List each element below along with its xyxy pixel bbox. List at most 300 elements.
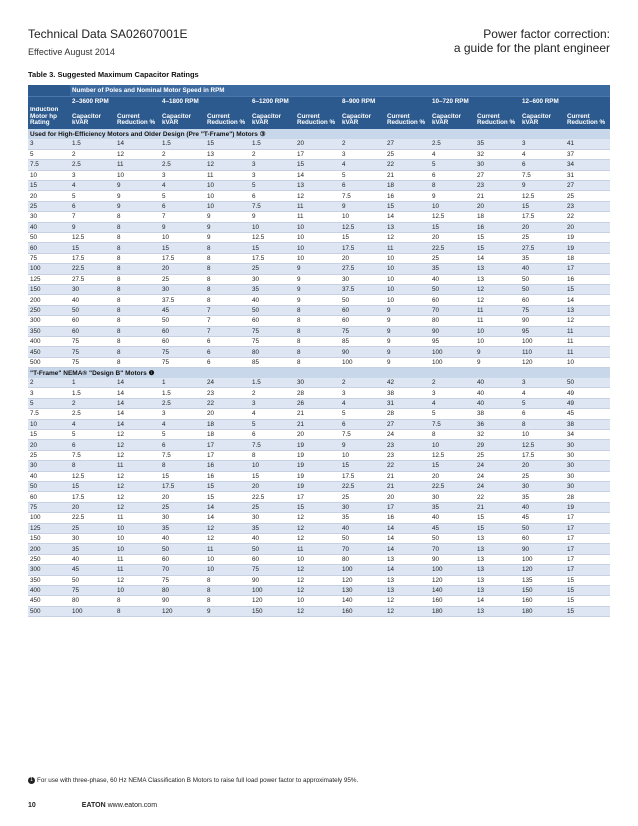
- kvar-cell: 50: [70, 575, 115, 585]
- reduction-cell: 12: [115, 430, 160, 440]
- kvar-cell: 10: [430, 201, 475, 211]
- reduction-cell: 8: [115, 243, 160, 253]
- kvar-cell: 17.5: [70, 492, 115, 502]
- footnote-text: For use with three-phase, 60 Hz NEMA Classification B Motors to raise full load power factor to approximately 95%.: [37, 777, 359, 785]
- kvar-cell: 120: [520, 565, 565, 575]
- reduction-cell: 41: [565, 139, 610, 149]
- table-row: [28, 575, 610, 585]
- kvar-cell: 6: [250, 191, 295, 201]
- section-title: Used for High-Efficiency Motors and Older Design (Pre "T-Frame") Motors ③: [28, 129, 610, 139]
- kvar-cell: 12.5: [70, 233, 115, 243]
- kvar-cell: 15: [340, 233, 385, 243]
- kvar-cell: 8: [430, 430, 475, 440]
- kvar-cell: 75: [70, 357, 115, 367]
- kvar-cell: 45: [520, 513, 565, 523]
- kvar-cell: 5: [340, 409, 385, 419]
- kvar-cell: 6: [70, 201, 115, 211]
- reduction-cell: 12: [295, 606, 340, 616]
- kvar-cell: 40: [520, 264, 565, 274]
- kvar-cell: 35: [430, 264, 475, 274]
- reduction-cell: 8: [205, 243, 250, 253]
- reduction-cell: 12: [475, 284, 520, 294]
- reduction-cell: 25: [385, 149, 430, 159]
- reduction-cell: 9: [205, 212, 250, 222]
- reduction-cell: 11: [295, 544, 340, 554]
- guide-title: [454, 27, 610, 55]
- reduction-cell: 6: [205, 336, 250, 346]
- reduction-cell: 14: [385, 544, 430, 554]
- reduction-cell: 14: [115, 419, 160, 429]
- kvar-cell: 85: [340, 336, 385, 346]
- kvar-cell: 15: [160, 243, 205, 253]
- kvar-cell: 10: [250, 222, 295, 232]
- reduction-cell: 8: [205, 284, 250, 294]
- kvar-cell: 7.5: [160, 450, 205, 460]
- table-row: [28, 471, 610, 481]
- reduction-cell: 14: [385, 533, 430, 543]
- table-row: [28, 419, 610, 429]
- reduction-cell: 15: [475, 243, 520, 253]
- reduction-cell: 10: [115, 585, 160, 595]
- kvar-cell: 27.5: [340, 264, 385, 274]
- kvar-cell: 6: [430, 170, 475, 180]
- kvar-cell: 6: [340, 419, 385, 429]
- kvar-cell: 15: [520, 201, 565, 211]
- kvar-cell: 110: [520, 347, 565, 357]
- kvar-cell: 9: [70, 222, 115, 232]
- reduction-cell: 11: [475, 305, 520, 315]
- speed-header: 6–1200 RPM: [250, 96, 340, 107]
- reduction-cell: 18: [205, 419, 250, 429]
- kvar-cell: 7.5: [250, 201, 295, 211]
- reduction-cell: 15: [295, 160, 340, 170]
- kvar-cell: 5: [430, 160, 475, 170]
- hp-cell: 2: [28, 378, 70, 388]
- kvar-cell: 40: [250, 295, 295, 305]
- kvar-cell: 160: [340, 606, 385, 616]
- reduction-cell: 27: [565, 181, 610, 191]
- reduction-cell: 14: [115, 409, 160, 419]
- table-row: [28, 513, 610, 523]
- reduction-cell: 20: [205, 409, 250, 419]
- reduction-cell: 38: [565, 419, 610, 429]
- current-reduction-header: Current Reduction %: [115, 107, 160, 129]
- kvar-cell: 50: [340, 295, 385, 305]
- table-row: [28, 585, 610, 595]
- capacitor-ratings-table: [28, 85, 610, 617]
- kvar-cell: 22.5: [430, 243, 475, 253]
- kvar-cell: 5: [160, 191, 205, 201]
- reduction-cell: 8: [115, 222, 160, 232]
- hp-cell: 15: [28, 181, 70, 191]
- hp-cell: 60: [28, 492, 70, 502]
- reduction-cell: 8: [115, 357, 160, 367]
- table-group-header-row: [28, 85, 610, 96]
- kvar-cell: 20: [430, 471, 475, 481]
- kvar-cell: 37.5: [160, 295, 205, 305]
- brand-name: EATON: [81, 802, 106, 809]
- hp-cell: 500: [28, 606, 70, 616]
- kvar-cell: 3: [520, 378, 565, 388]
- kvar-cell: 5: [70, 430, 115, 440]
- kvar-cell: 9: [430, 191, 475, 201]
- reduction-cell: 12: [295, 191, 340, 201]
- reduction-cell: 17: [565, 533, 610, 543]
- effective-date: Effective August 2014: [28, 47, 115, 57]
- reduction-cell: 16: [385, 191, 430, 201]
- kvar-cell: 90: [340, 347, 385, 357]
- reduction-cell: 9: [295, 295, 340, 305]
- table-row: [28, 388, 610, 398]
- reduction-cell: 38: [475, 409, 520, 419]
- kvar-cell: 4: [250, 409, 295, 419]
- reduction-cell: 12: [295, 565, 340, 575]
- kvar-cell: 130: [340, 585, 385, 595]
- reduction-cell: 20: [295, 139, 340, 149]
- kvar-cell: 25: [340, 492, 385, 502]
- reduction-cell: 23: [385, 450, 430, 460]
- kvar-cell: 5: [70, 191, 115, 201]
- reduction-cell: 23: [565, 201, 610, 211]
- table-row: [28, 284, 610, 294]
- kvar-cell: 15: [340, 461, 385, 471]
- kvar-cell: 4: [160, 181, 205, 191]
- reduction-cell: 12: [295, 585, 340, 595]
- table-row: [28, 347, 610, 357]
- reduction-cell: 23: [475, 181, 520, 191]
- reduction-cell: 8: [115, 316, 160, 326]
- hp-cell: 25: [28, 450, 70, 460]
- kvar-cell: 75: [70, 585, 115, 595]
- hp-cell: 30: [28, 461, 70, 471]
- reduction-cell: 12: [115, 482, 160, 492]
- kvar-cell: 15: [70, 243, 115, 253]
- reduction-cell: 10: [115, 523, 160, 533]
- reduction-cell: 12: [115, 450, 160, 460]
- table-row: [28, 253, 610, 263]
- table-row: [28, 430, 610, 440]
- reduction-cell: 27: [385, 139, 430, 149]
- current-reduction-header: Current Reduction %: [385, 107, 430, 129]
- kvar-cell: 90: [430, 326, 475, 336]
- kvar-cell: 35: [160, 523, 205, 533]
- document-header: [28, 27, 187, 57]
- reduction-cell: 10: [205, 191, 250, 201]
- hp-cell: 60: [28, 243, 70, 253]
- table-row: [28, 274, 610, 284]
- kvar-cell: 22.5: [70, 264, 115, 274]
- reduction-cell: 22: [385, 461, 430, 471]
- reduction-cell: 19: [295, 450, 340, 460]
- reduction-cell: 49: [565, 388, 610, 398]
- hp-cell: 5: [28, 398, 70, 408]
- kvar-cell: 2: [340, 139, 385, 149]
- reduction-cell: 14: [475, 253, 520, 263]
- table-row: [28, 316, 610, 326]
- kvar-cell: 30: [340, 274, 385, 284]
- reduction-cell: 21: [295, 409, 340, 419]
- kvar-cell: 10: [520, 430, 565, 440]
- kvar-cell: 5: [430, 409, 475, 419]
- kvar-cell: 3: [70, 170, 115, 180]
- kvar-cell: 120: [160, 606, 205, 616]
- reduction-cell: 19: [295, 440, 340, 450]
- table-row: [28, 149, 610, 159]
- kvar-cell: 7: [70, 212, 115, 222]
- reduction-cell: 40: [475, 378, 520, 388]
- kvar-cell: 3: [340, 388, 385, 398]
- kvar-cell: 4: [520, 149, 565, 159]
- kvar-cell: 6: [520, 160, 565, 170]
- reduction-cell: 13: [205, 149, 250, 159]
- reduction-cell: 20: [385, 492, 430, 502]
- kvar-cell: 30: [340, 502, 385, 512]
- reduction-cell: 10: [295, 233, 340, 243]
- kvar-cell: 20: [520, 461, 565, 471]
- reduction-cell: 12: [565, 316, 610, 326]
- kvar-cell: 1.5: [160, 139, 205, 149]
- reduction-cell: 13: [475, 533, 520, 543]
- hp-cell: 450: [28, 347, 70, 357]
- guide-title-line1: Power factor correction:: [483, 27, 610, 41]
- speed-header-row: [28, 96, 610, 107]
- reduction-cell: 21: [385, 482, 430, 492]
- kvar-cell: 25: [520, 233, 565, 243]
- kvar-cell: 60: [430, 295, 475, 305]
- kvar-cell: 150: [520, 585, 565, 595]
- kvar-cell: 9: [520, 181, 565, 191]
- reduction-cell: 11: [205, 170, 250, 180]
- reduction-cell: 22: [385, 160, 430, 170]
- kvar-cell: 40: [430, 274, 475, 284]
- reduction-cell: 24: [475, 482, 520, 492]
- reduction-cell: 24: [475, 471, 520, 481]
- reduction-cell: 36: [475, 419, 520, 429]
- kvar-cell: 75: [70, 336, 115, 346]
- kvar-cell: 3: [160, 170, 205, 180]
- kvar-cell: 9: [340, 201, 385, 211]
- section-header-row: [28, 129, 610, 139]
- reduction-cell: 13: [385, 585, 430, 595]
- reduction-cell: 16: [385, 513, 430, 523]
- speed-header: 8–900 RPM: [340, 96, 430, 107]
- kvar-cell: 2: [70, 149, 115, 159]
- hp-cell: 50: [28, 233, 70, 243]
- kvar-cell: 15: [70, 482, 115, 492]
- reduction-cell: 7: [205, 326, 250, 336]
- current-reduction-header: Current Reduction %: [565, 107, 610, 129]
- kvar-cell: 35: [430, 502, 475, 512]
- reduction-cell: 17: [295, 492, 340, 502]
- reduction-cell: 12: [115, 502, 160, 512]
- kvar-cell: 8: [70, 461, 115, 471]
- kvar-cell: 6: [250, 430, 295, 440]
- reduction-cell: 15: [565, 585, 610, 595]
- reduction-cell: 10: [475, 336, 520, 346]
- reduction-cell: 14: [205, 513, 250, 523]
- kvar-cell: 40: [70, 554, 115, 564]
- reduction-cell: 12: [295, 575, 340, 585]
- reduction-cell: 17: [295, 149, 340, 159]
- reduction-cell: 17: [565, 513, 610, 523]
- group-header: Number of Poles and Nominal Motor Speed in RPM: [70, 85, 610, 96]
- reduction-cell: 15: [565, 575, 610, 585]
- reduction-cell: 12: [475, 295, 520, 305]
- reduction-cell: 8: [115, 347, 160, 357]
- reduction-cell: 12: [115, 575, 160, 585]
- kvar-cell: 60: [250, 554, 295, 564]
- hp-cell: 15: [28, 430, 70, 440]
- kvar-cell: 30: [430, 492, 475, 502]
- speed-header: 4–1800 RPM: [160, 96, 250, 107]
- kvar-cell: 180: [430, 606, 475, 616]
- kvar-cell: 40: [250, 533, 295, 543]
- hp-cell: 300: [28, 316, 70, 326]
- kvar-cell: 80: [70, 596, 115, 606]
- kvar-cell: 17.5: [160, 482, 205, 492]
- table-row: [28, 243, 610, 253]
- kvar-cell: 40: [520, 502, 565, 512]
- reduction-cell: 19: [565, 233, 610, 243]
- kvar-cell: 12.5: [430, 450, 475, 460]
- kvar-cell: 2: [340, 378, 385, 388]
- reduction-cell: 8: [295, 316, 340, 326]
- kvar-cell: 100: [70, 606, 115, 616]
- kvar-cell: 40: [160, 533, 205, 543]
- reduction-cell: 10: [115, 533, 160, 543]
- table-row: [28, 502, 610, 512]
- kvar-cell: 6: [70, 440, 115, 450]
- hp-cell: 200: [28, 295, 70, 305]
- hp-cell: 100: [28, 264, 70, 274]
- reduction-cell: 10: [565, 357, 610, 367]
- kvar-cell: 10: [340, 450, 385, 460]
- kvar-cell: 90: [250, 575, 295, 585]
- kvar-cell: 90: [520, 544, 565, 554]
- guide-title-line2: a guide for the plant engineer: [453, 41, 610, 55]
- reduction-cell: 8: [115, 336, 160, 346]
- kvar-cell: 100: [430, 565, 475, 575]
- reduction-cell: 38: [385, 388, 430, 398]
- current-reduction-header: Current Reduction %: [475, 107, 520, 129]
- reduction-cell: 15: [205, 482, 250, 492]
- kvar-cell: 60: [70, 326, 115, 336]
- reduction-cell: 12: [385, 596, 430, 606]
- kvar-cell: 12.5: [250, 233, 295, 243]
- kvar-cell: 50: [70, 305, 115, 315]
- kvar-cell: 6: [340, 181, 385, 191]
- kvar-cell: 150: [250, 606, 295, 616]
- kvar-cell: 9: [250, 212, 295, 222]
- hp-cell: 100: [28, 513, 70, 523]
- kvar-cell: 120: [250, 596, 295, 606]
- kvar-cell: 25: [160, 274, 205, 284]
- kvar-cell: 40: [430, 513, 475, 523]
- reduction-cell: 12: [295, 523, 340, 533]
- kvar-cell: 17.5: [340, 471, 385, 481]
- reduction-cell: 10: [205, 554, 250, 564]
- kvar-cell: 6: [160, 201, 205, 211]
- kvar-cell: 4: [340, 398, 385, 408]
- reduction-cell: 8: [115, 274, 160, 284]
- kvar-cell: 7.5: [430, 419, 475, 429]
- reduction-cell: 14: [205, 502, 250, 512]
- hp-cell: 3: [28, 139, 70, 149]
- capacitor-kvar-header: Capacitor kVAR: [70, 107, 115, 129]
- kvar-cell: 50: [340, 533, 385, 543]
- hp-cell: 350: [28, 575, 70, 585]
- kvar-cell: 90: [160, 596, 205, 606]
- reduction-cell: 10: [115, 544, 160, 554]
- current-reduction-header: Current Reduction %: [295, 107, 340, 129]
- kvar-cell: 7.5: [70, 450, 115, 460]
- reduction-cell: 8: [115, 606, 160, 616]
- reduction-cell: 8: [295, 357, 340, 367]
- reduction-cell: 18: [385, 181, 430, 191]
- kvar-cell: 45: [70, 565, 115, 575]
- reduction-cell: 10: [475, 326, 520, 336]
- kvar-cell: 3: [160, 409, 205, 419]
- current-reduction-header: Current Reduction %: [205, 107, 250, 129]
- reduction-cell: 8: [115, 596, 160, 606]
- kvar-cell: 2.5: [160, 160, 205, 170]
- kvar-cell: 70: [340, 544, 385, 554]
- reduction-cell: 28: [565, 492, 610, 502]
- reduction-cell: 13: [565, 305, 610, 315]
- kvar-cell: 27.5: [520, 243, 565, 253]
- reduction-cell: 10: [295, 222, 340, 232]
- reduction-cell: 14: [115, 378, 160, 388]
- table-row: [28, 554, 610, 564]
- capacitor-kvar-header: Capacitor kVAR: [520, 107, 565, 129]
- reduction-cell: 8: [205, 253, 250, 263]
- reduction-cell: 19: [565, 502, 610, 512]
- reduction-cell: 9: [475, 347, 520, 357]
- hp-cell: 3: [28, 388, 70, 398]
- kvar-cell: 50: [250, 544, 295, 554]
- reduction-cell: 8: [295, 336, 340, 346]
- table-row: [28, 170, 610, 180]
- kvar-cell: 80: [160, 585, 205, 595]
- reduction-cell: 14: [115, 388, 160, 398]
- section-header-row: [28, 368, 610, 378]
- kvar-cell: 50: [160, 316, 205, 326]
- reduction-cell: 19: [565, 243, 610, 253]
- kvar-cell: 30: [160, 284, 205, 294]
- kvar-cell: 8: [250, 450, 295, 460]
- reduction-cell: 12: [115, 149, 160, 159]
- reduction-cell: 17: [565, 264, 610, 274]
- kvar-cell: 90: [520, 316, 565, 326]
- reduction-cell: 9: [295, 264, 340, 274]
- hp-cell: 150: [28, 533, 70, 543]
- table-row: [28, 212, 610, 222]
- kvar-cell: 2.5: [430, 139, 475, 149]
- reduction-cell: 29: [475, 440, 520, 450]
- kvar-cell: 100: [340, 357, 385, 367]
- reduction-cell: 14: [385, 212, 430, 222]
- footnote-marker-icon: 1: [28, 777, 35, 784]
- kvar-cell: 1.5: [250, 139, 295, 149]
- kvar-cell: 15: [250, 243, 295, 253]
- kvar-cell: 12.5: [70, 471, 115, 481]
- reduction-cell: 12: [295, 533, 340, 543]
- kvar-cell: 180: [520, 606, 565, 616]
- kvar-cell: 3: [250, 170, 295, 180]
- reduction-cell: 6: [205, 357, 250, 367]
- kvar-cell: 4: [430, 149, 475, 159]
- kvar-cell: 100: [430, 347, 475, 357]
